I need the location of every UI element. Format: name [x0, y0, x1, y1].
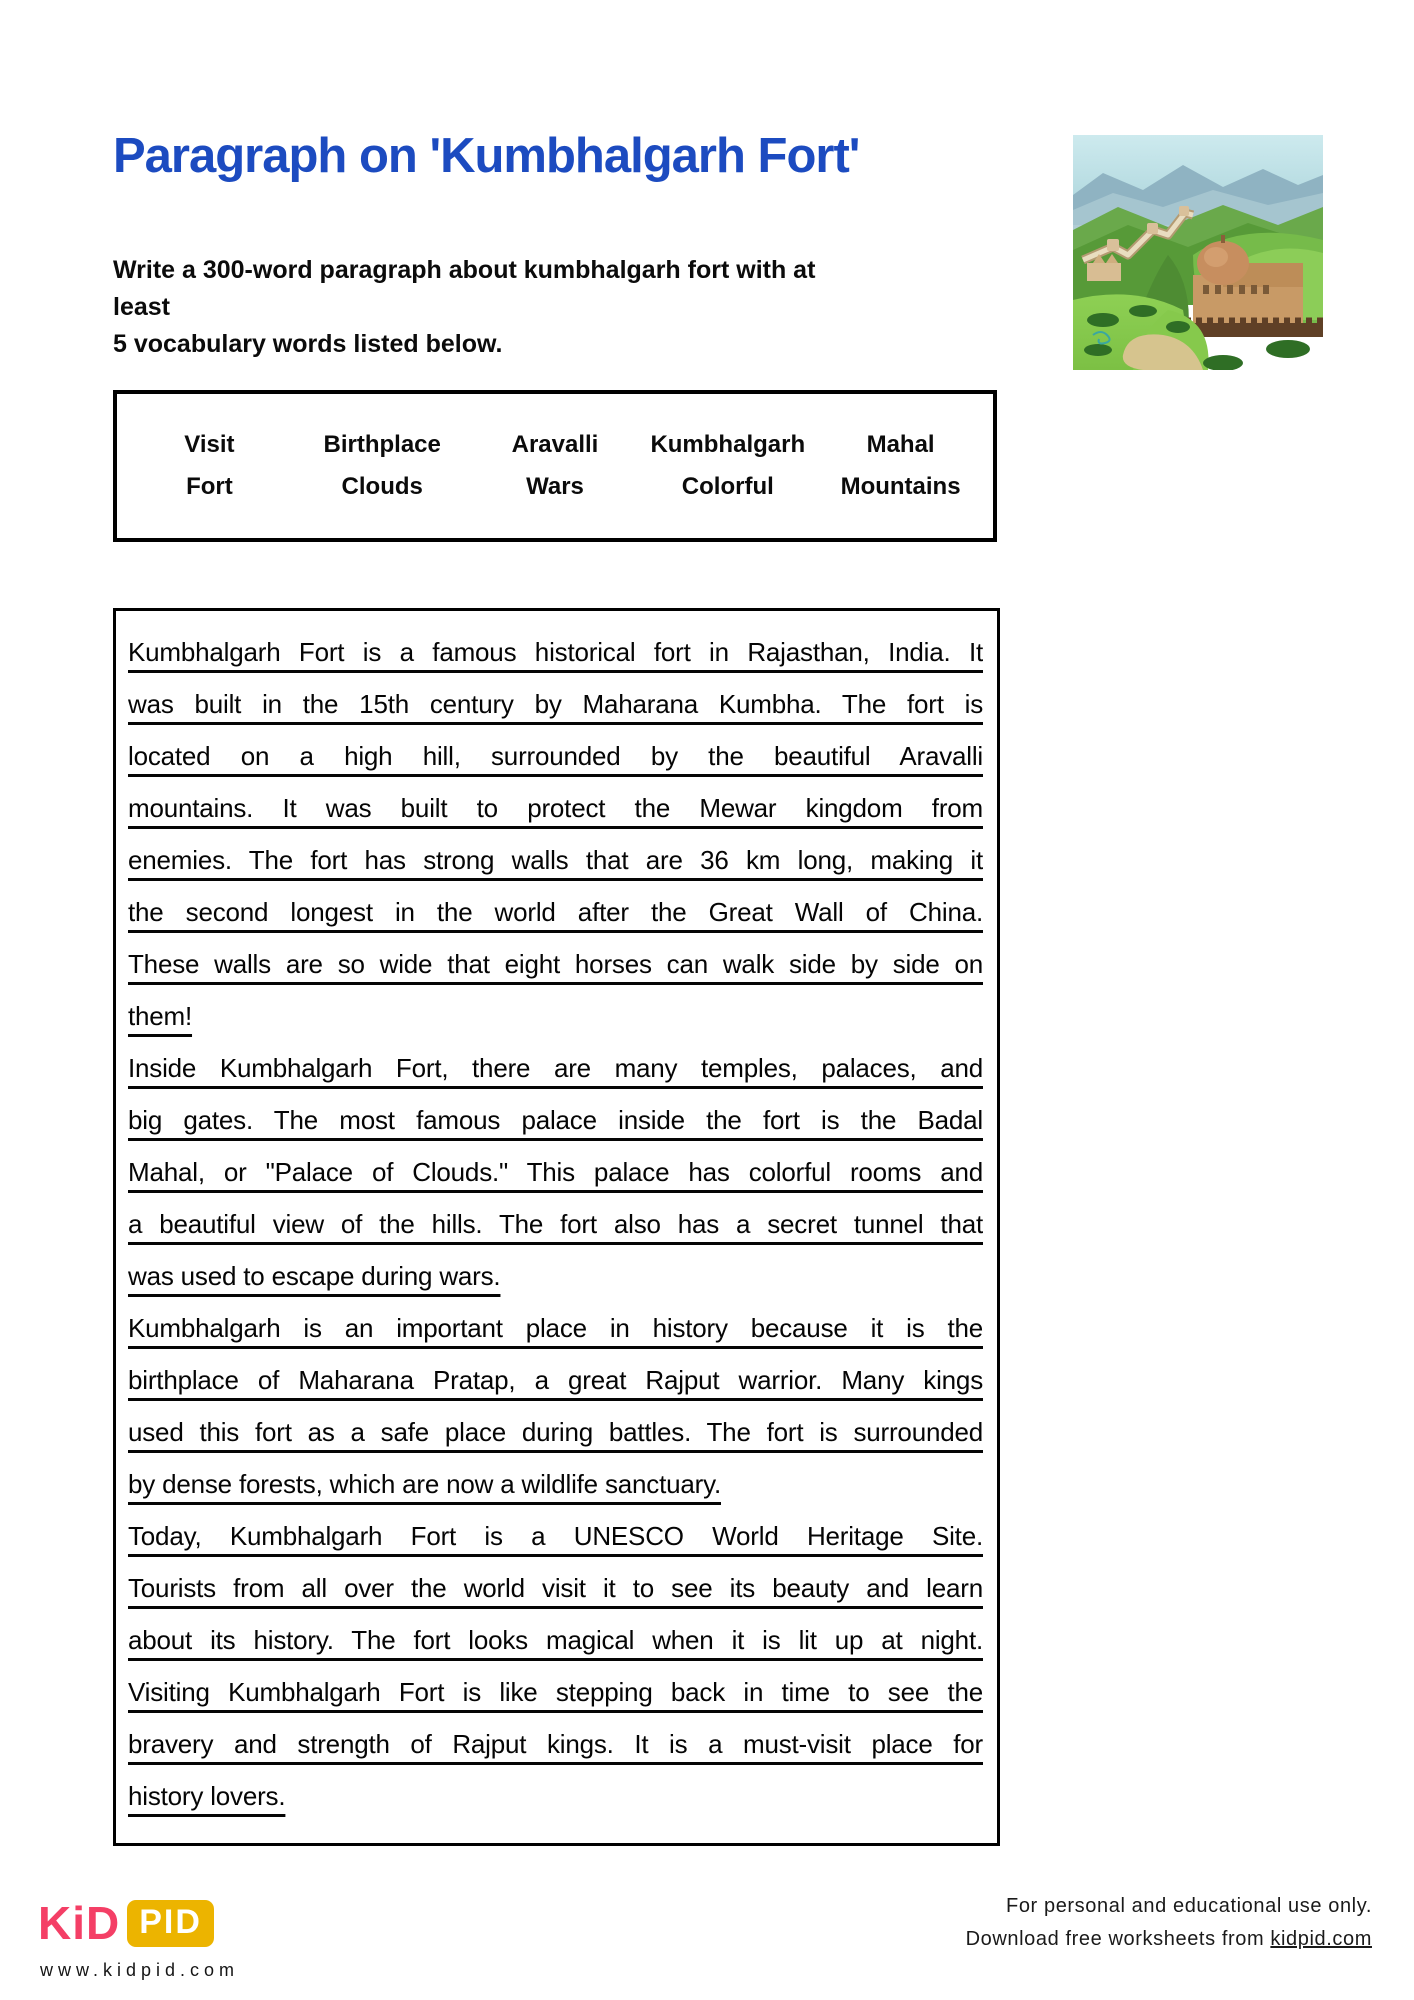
vocab-word: Birthplace	[323, 431, 441, 458]
kidpid-logo	[38, 1896, 239, 1981]
vocab-word: Kumbhalgarh	[650, 431, 806, 458]
vocab-word: Colorful	[681, 473, 774, 500]
fort-photo	[1073, 135, 1323, 370]
essay-line: was used to escape during wars.	[128, 1261, 501, 1291]
essay-line: mountains. It was built to protect the Mewar kingdom from	[128, 793, 983, 823]
instructions-line-2: 5 vocabulary words listed below.	[113, 330, 503, 358]
vocab-word: Aravalli	[511, 431, 599, 458]
vocab-word: Mountains	[840, 473, 961, 500]
essay-line: them!	[128, 1001, 193, 1031]
vocabulary-row-1	[123, 431, 987, 459]
essay-line: the second longest in the world after the Great Wall of China.	[128, 897, 983, 927]
essay-line: Mahal, or "Palace of Clouds." This palace has colorful rooms and	[128, 1157, 983, 1187]
essay-line: Today, Kumbhalgarh Fort is a UNESCO World Heritage Site.	[128, 1521, 983, 1551]
vocab-word: Mahal	[866, 431, 935, 458]
vocab-word: Visit	[184, 431, 235, 458]
fort-photo-illustration	[1073, 135, 1323, 370]
vocab-word: Wars	[526, 473, 584, 500]
essay-line: a beautiful view of the hills. The fort also has a secret tunnel that	[128, 1209, 983, 1239]
kidpid-link[interactable]: kidpid.com	[1270, 1928, 1372, 1950]
page-title: Paragraph on 'Kumbhalgarh Fort'	[113, 129, 860, 183]
logo-website-text: www.kidpid.com	[40, 1960, 240, 1980]
vocab-word: Fort	[186, 473, 233, 500]
essay-line: Kumbhalgarh is an important place in history because it is the	[128, 1313, 983, 1343]
essay-line: big gates. The most famous palace inside the fort is the Badal	[128, 1105, 983, 1135]
essay-line: used this fort as a safe place during battles. The fort is surrounded	[128, 1417, 983, 1447]
essay-line: Tourists from all over the world visit it to see its beauty and learn	[128, 1573, 983, 1603]
essay-line: birthplace of Maharana Pratap, a great Rajput warrior. Many kings	[128, 1365, 983, 1395]
essay-line: by dense forests, which are now a wildlife sanctuary.	[128, 1469, 721, 1499]
essay-line: Kumbhalgarh Fort is a famous historical fort in Rajasthan, India. It	[128, 637, 983, 667]
essay-line: These walls are so wide that eight horses can walk side by side on	[128, 949, 983, 979]
essay-line: Visiting Kumbhalgarh Fort is like stepping back in time to see the	[128, 1677, 983, 1707]
vocabulary-box	[113, 390, 997, 542]
essay-line: was built in the 15th century by Maharana Kumbha. The fort is	[128, 689, 983, 719]
logo-kid-text: KiD	[38, 1897, 121, 1949]
logo-pid-badge: PID	[127, 1900, 214, 1947]
essay-line: history lovers.	[128, 1781, 286, 1811]
essay-box	[113, 608, 1000, 1846]
footer-note-line-2-prefix: Download free worksheets from	[965, 1928, 1271, 1950]
essay-line: about its history. The fort looks magical when it is lit up at night.	[128, 1625, 983, 1655]
footer-note	[966, 1890, 1372, 1956]
essay-line: Inside Kumbhalgarh Fort, there are many temples, palaces, and	[128, 1053, 983, 1083]
vocabulary-row-2	[123, 473, 987, 501]
essay-line: located on a high hill, surrounded by the beautiful Aravalli	[128, 741, 983, 771]
essay-line: bravery and strength of Rajput kings. It is a must-visit place for	[128, 1729, 983, 1759]
kidpid-logo-row	[38, 1896, 239, 1950]
footer-note-line-1: For personal and educational use only.	[1006, 1895, 1372, 1917]
footer-note-line-2	[966, 1928, 1372, 1950]
essay-line: enemies. The fort has strong walls that are 36 km long, making it	[128, 845, 983, 875]
instructions-line-1: Write a 300-word paragraph about kumbhalgarh fort with at least	[113, 256, 816, 321]
vocab-word: Clouds	[341, 473, 423, 500]
instructions	[113, 252, 873, 363]
